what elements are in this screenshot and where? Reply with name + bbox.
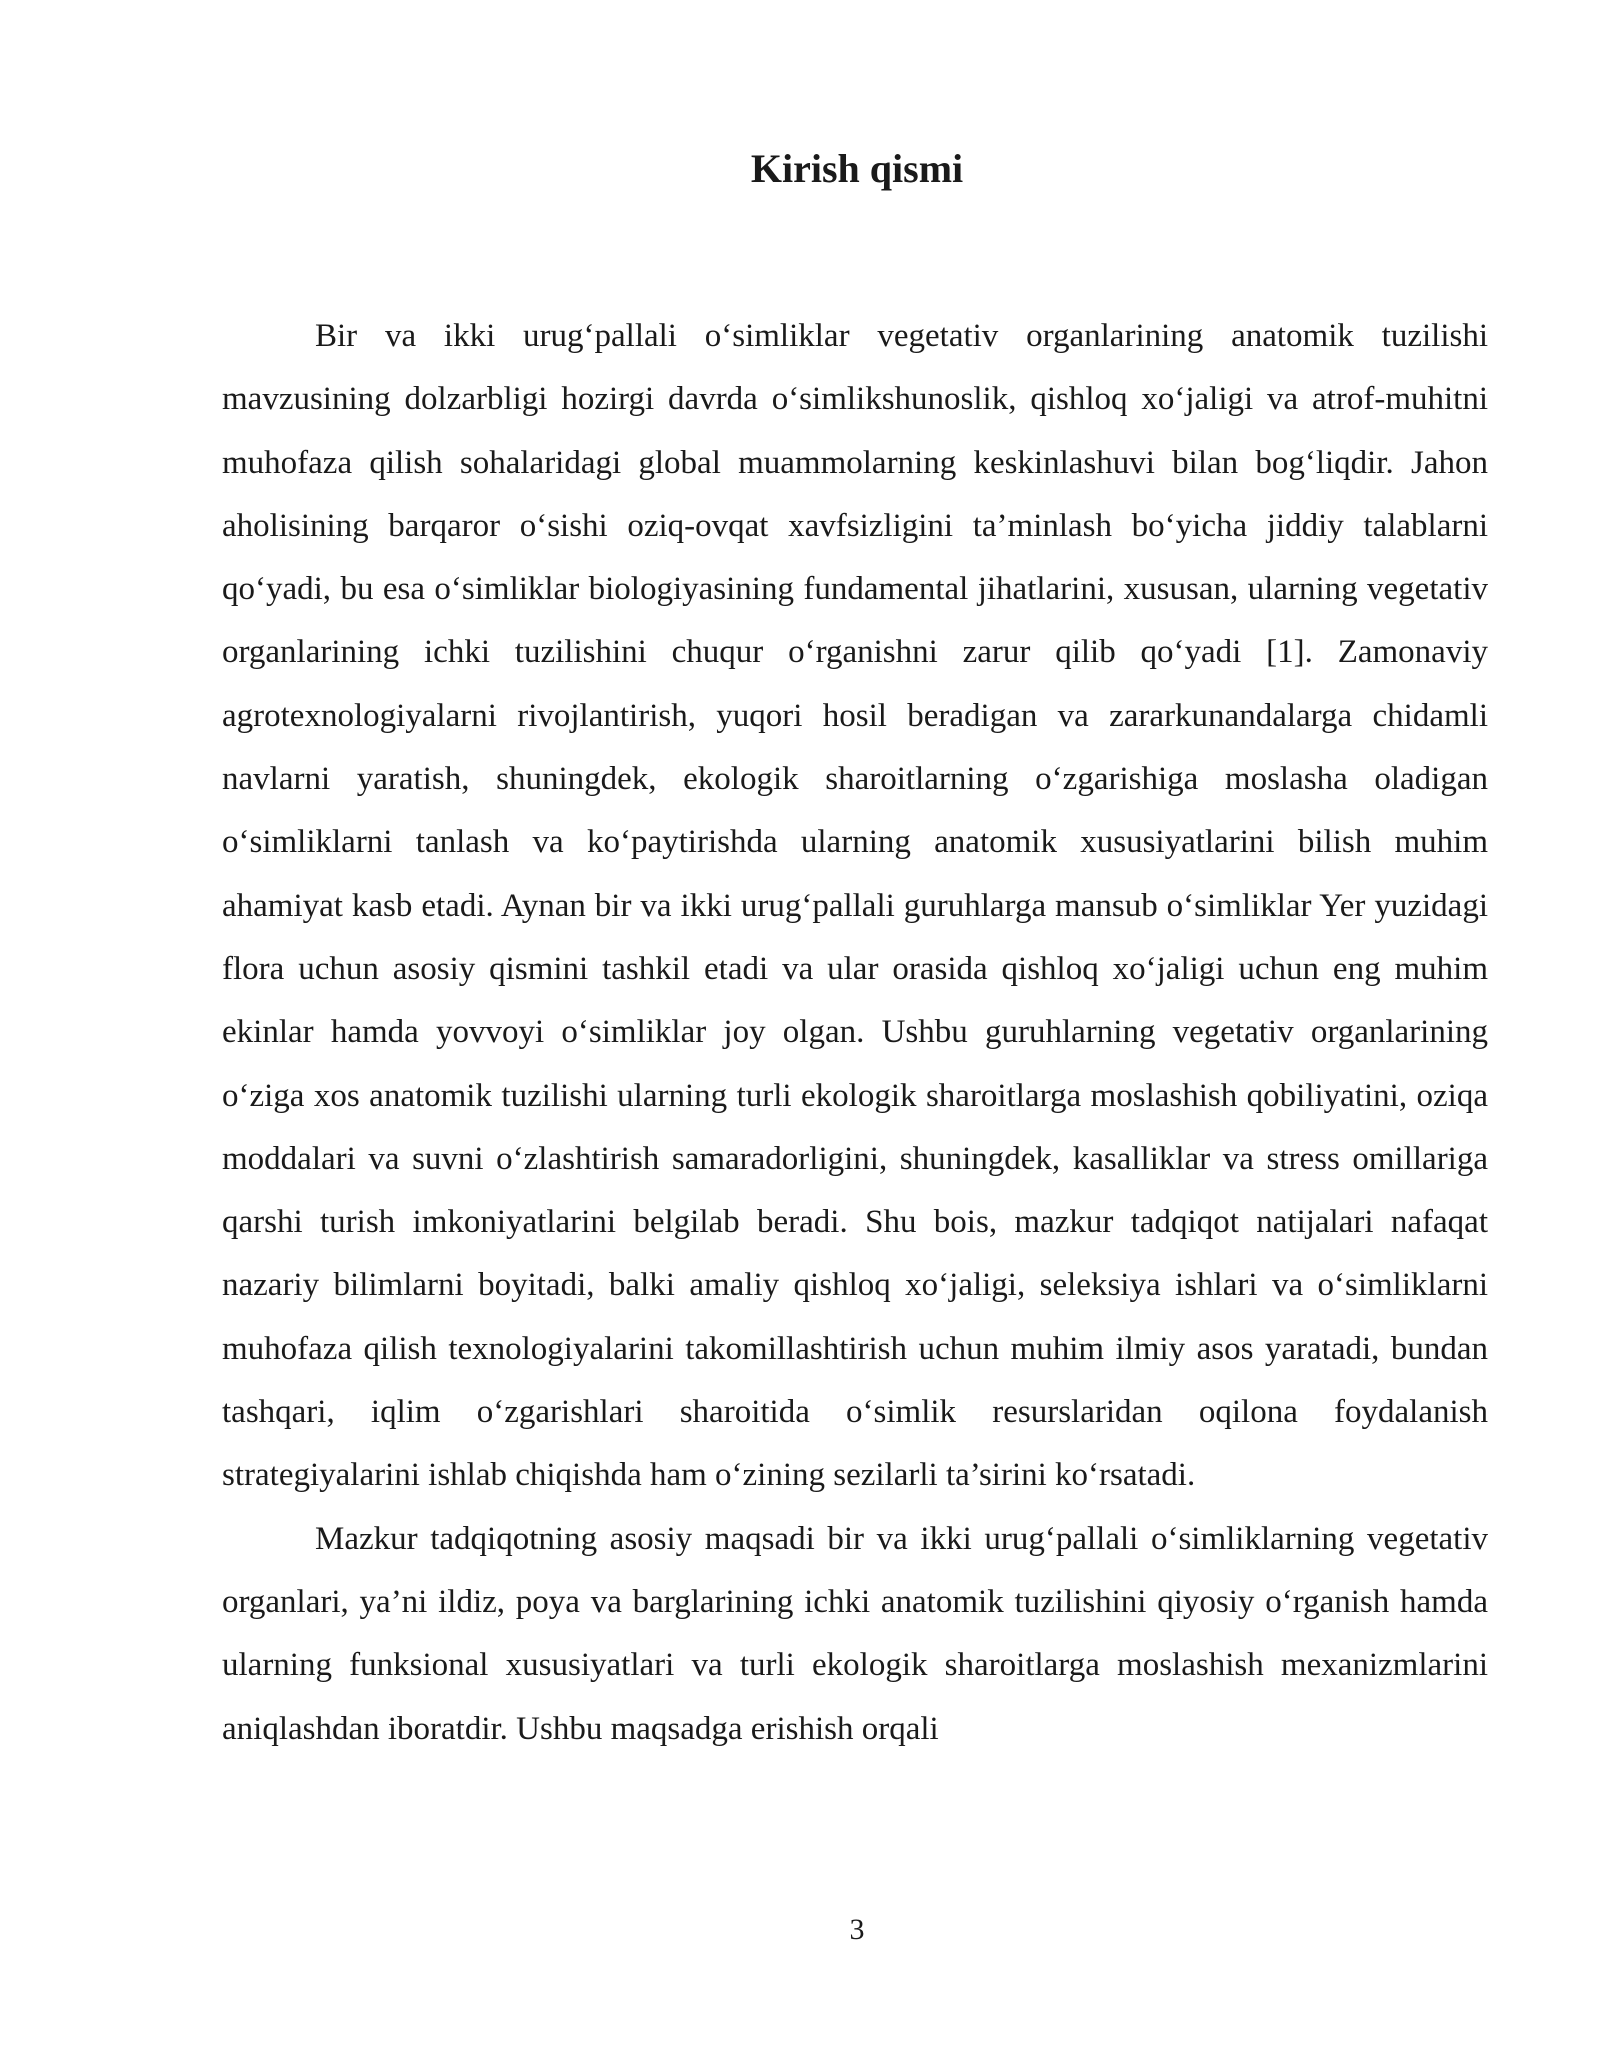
- body-text: [222, 305, 1488, 1761]
- paragraph-1: Bir va ikki urug‘pallali o‘simliklar vegetativ organlarining anatomik tuzilishi mavzusining dolzarbligi hozirgi davrda o‘simlikshunoslik, qishloq xo‘jaligi va atrof-muhitni muhofaza qilish sohalaridagi global muammolarning keskinlashuvi bilan bog‘liqdir. Jahon aholisining barqaror o‘sishi oziq-ovqat xavfsizligini ta’minlash bo‘yicha jiddiy talablarni qo‘yadi, bu esa o‘simliklar biologiyasining fundamental jihatlarini, xususan, ularning vegetativ organlarining ichki tuzilishini chuqur o‘rganishni zarur qilib qo‘yadi [1]. Zamonaviy agrotexnologiyalarni rivojlantirish, yuqori hosil beradigan va zararkunandalarga chidamli navlarni yaratish, shuningdek, ekologik sharoitlarning o‘zgarishiga moslasha oladigan o‘simliklarni tanlash va ko‘paytirishda ularning anatomik xususiyatlarini bilish muhim ahamiyat kasb etadi. Aynan bir va ikki urug‘pallali guruhlarga mansub o‘simliklar Yer yuzidagi flora uchun asosiy qismini tashkil etadi va ular orasida qishloq xo‘jaligi uchun eng muhim ekinlar hamda yovvoyi o‘simliklar joy olgan. Ushbu guruhlarning vegetativ organlarining o‘ziga xos anatomik tuzilishi ularning turli ekologik sharoitlarga moslashish qobiliyatini, oziqa moddalari va suvni o‘zlashtirish samaradorligini, shuningdek, kasalliklar va stress omillariga qarshi turish imkoniyatlarini belgilab beradi. Shu bois, mazkur tadqiqot natijalari nafaqat nazariy bilimlarni boyitadi, balki amaliy qishloq xo‘jaligi, seleksiya ishlari va o‘simliklarni muhofaza qilish texnologiyalarini takomillashtirish uchun muhim ilmiy asos yaratadi, bundan tashqari, iqlim o‘zgarishlari sharoitida o‘simlik resurslaridan oqilona foydalanish strategiyalarini ishlab chiqishda ham o‘zining sezilarli ta’sirini ko‘rsatadi.: [222, 318, 1488, 1494]
- page-title: Kirish qismi: [750, 146, 964, 191]
- paragraph-2: Mazkur tadqiqotning asosiy maqsadi bir va ikki urug‘pallali o‘simliklarning vegetativ organlari, ya’ni ildiz, poya va barglarining ichki anatomik tuzilishini qiyosiy o‘rganish hamda ularning funksional xususiyatlari va turli ekologik sharoitlarga moslashish mexanizmlarini aniqlashdan iboratdir. Ushbu maqsadga erishish orqali: [222, 1520, 1488, 1747]
- page-number: 3: [849, 1913, 865, 1946]
